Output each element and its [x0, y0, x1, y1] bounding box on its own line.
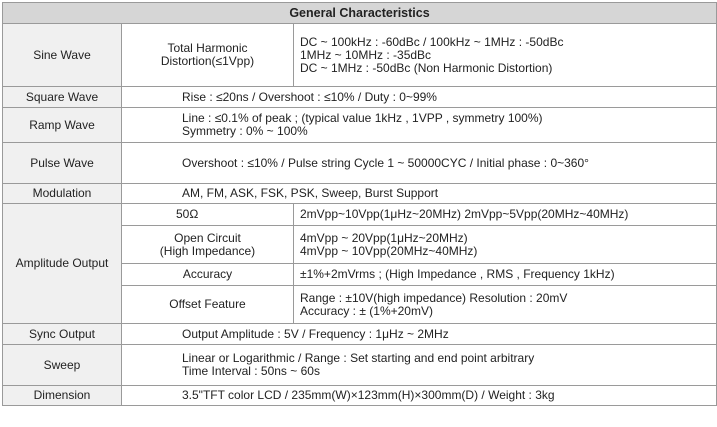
sine-value-1: DC ~ 100kHz : -60dBc / 100kHz ~ 1MHz : -50dBc	[300, 34, 564, 49]
amp-open-circuit-label	[122, 226, 294, 264]
modulation-value-1: AM, FM, ASK, FSK, PSK, Sweep, Burst Support	[182, 186, 439, 200]
sweep-label: Sweep	[3, 345, 122, 386]
ramp-value-1: Line : ≤0.1% of peak ; (typical value 1kHz , 1VPP , symmetry 100%)	[182, 111, 543, 125]
spec-table	[2, 2, 717, 406]
thd-label-line2: Distortion(≤1Vpp)	[160, 54, 255, 68]
row-pulse-wave	[3, 143, 717, 184]
thd-label-line1: Total Harmonic	[167, 41, 248, 55]
ramp-wave-label: Ramp Wave	[3, 108, 122, 143]
amp-50ohm-label	[122, 204, 294, 226]
sync-output-label: Sync Output	[3, 324, 122, 345]
pulse-wave-label: Pulse Wave	[3, 143, 122, 184]
pulse-wave-value	[122, 143, 717, 184]
sync-output-value	[122, 324, 717, 345]
pulse-value-1: Overshoot : ≤10% / Pulse string Cycle 1 ~ 50000CYC / Initial phase : 0~360°	[182, 155, 589, 170]
amp-accuracy-value	[294, 264, 717, 286]
sweep-value-1: Linear or Logarithmic / Range : Set starting and end point arbitrary	[182, 351, 535, 365]
table-title: General Characteristics	[3, 3, 717, 24]
amp-50ohm-value-1: 2mVpp~10Vpp(1μHz~20MHz) 2mVpp~5Vpp(20MHz~40MHz)	[300, 207, 629, 221]
ramp-wave-values	[122, 108, 717, 143]
amp-50ohm-text: 50Ω	[176, 207, 199, 221]
row-square-wave	[3, 87, 717, 108]
amplitude-output-label: Amplitude Output	[3, 204, 122, 324]
sweep-value-2: Time Interval : 50ns ~ 60s	[182, 364, 320, 378]
square-wave-label: Square Wave	[3, 87, 122, 108]
sine-wave-values	[294, 24, 717, 87]
amp-open-value-2: 4mVpp ~ 10Vpp(20MHz~40MHz)	[300, 243, 478, 258]
dimension-value	[122, 386, 717, 406]
amp-offset-values	[294, 286, 717, 324]
sweep-values	[122, 345, 717, 386]
thd-label	[122, 24, 294, 87]
sync-value-1: Output Amplitude : 5V / Frequency : 1μHz ~ 2MHz	[182, 326, 449, 341]
amp-accuracy-value-1: ±1%+2mVrms ; (High Impedance , RMS , Frequency 1kHz)	[300, 267, 615, 281]
row-ramp-wave	[3, 108, 717, 143]
amp-offset-value-2: Accuracy : ± (1%+20mV)	[300, 303, 433, 318]
square-wave-value	[122, 87, 717, 108]
amp-accuracy-label: Accuracy	[122, 264, 294, 286]
row-sweep	[3, 345, 717, 386]
amp-open-circuit-line2: (High Impedance)	[159, 243, 256, 258]
amp-50ohm-value	[294, 204, 717, 226]
amp-open-circuit-values	[294, 226, 717, 264]
dimension-value-1: 3.5"TFT color LCD / 235mm(W)×123mm(H)×300mm(D) / Weight : 3kg	[182, 388, 555, 402]
sine-value-3: DC ~ 1MHz : -50dBc (Non Harmonic Distortion)	[300, 60, 553, 75]
row-dimension	[3, 386, 717, 406]
amp-open-value-1: 4mVpp ~ 20Vpp(1μHz~20MHz)	[300, 230, 468, 245]
row-sync-output	[3, 324, 717, 345]
square-value-1: Rise : ≤20ns / Overshoot : ≤10% / Duty : 0~99%	[182, 89, 437, 104]
sine-wave-label: Sine Wave	[3, 24, 122, 87]
amp-offset-value-1: Range : ±10V(high impedance) Resolution : 20mV	[300, 290, 568, 305]
modulation-value	[122, 184, 717, 204]
row-sine-wave	[3, 24, 717, 87]
row-amplitude-50ohm	[3, 204, 717, 226]
row-modulation	[3, 184, 717, 204]
amp-offset-label: Offset Feature	[122, 286, 294, 324]
modulation-label: Modulation	[3, 184, 122, 204]
sine-value-2: 1MHz ~ 10MHz : -35dBc	[300, 47, 432, 62]
amp-open-circuit-line1: Open Circuit	[174, 230, 241, 245]
dimension-label: Dimension	[3, 386, 122, 406]
ramp-value-2: Symmetry : 0% ~ 100%	[182, 124, 308, 138]
table-header-row	[3, 3, 717, 24]
